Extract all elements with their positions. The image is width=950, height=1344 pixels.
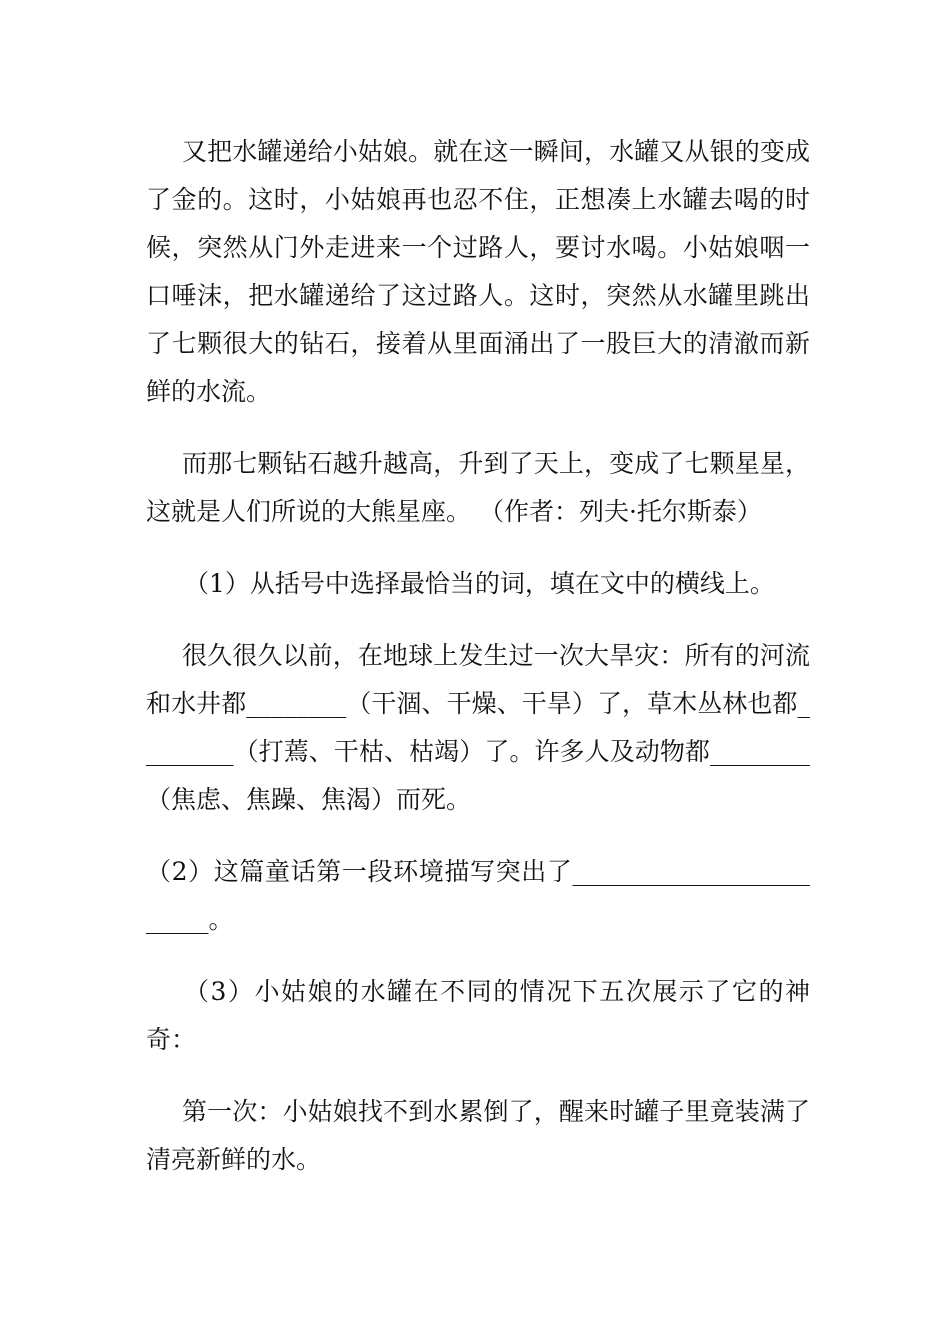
story-paragraph-2: 而那七颗钻石越升越高，升到了天上，变成了七颗星星，这就是人们所说的大熊星座。 （作者：列夫·托尔斯泰） bbox=[146, 449, 810, 526]
question-3-first-instance: 第一次：小姑娘找不到水累倒了，醒来时罐子里竟装满了清亮新鲜的水。 bbox=[146, 1097, 810, 1174]
question-1-passage: 很久很久以前，在地球上发生过一次大旱灾：所有的河流和水井都________（干涸、干燥、干旱）了，草木丛林也都________（打蔫、干枯、枯竭）了。许多人及动物都________（焦虑、焦躁、焦渴）而死。 bbox=[146, 641, 810, 814]
document-page bbox=[146, 128, 810, 1184]
story-paragraph-1: 又把水罐递给小姑娘。就在这一瞬间，水罐又从银的变成了金的。这时，小姑娘再也忍不住，正想凑上水罐去喝的时候，突然从门外走进来一个过路人，要讨水喝。小姑娘咽一口唾沫，把水罐递给了这过路人。这时，突然从水罐里跳出了七颗很大的钻石，接着从里面涌出了一股巨大的清澈而新鲜的水流。 bbox=[146, 137, 810, 406]
question-3: （3）小姑娘的水罐在不同的情况下五次展示了它的神奇： bbox=[146, 977, 810, 1054]
question-2: （2）这篇童话第一段环境描写突出了________________________。 bbox=[146, 857, 810, 934]
question-1: （1）从括号中选择最恰当的词，填在文中的横线上。 bbox=[184, 569, 775, 598]
